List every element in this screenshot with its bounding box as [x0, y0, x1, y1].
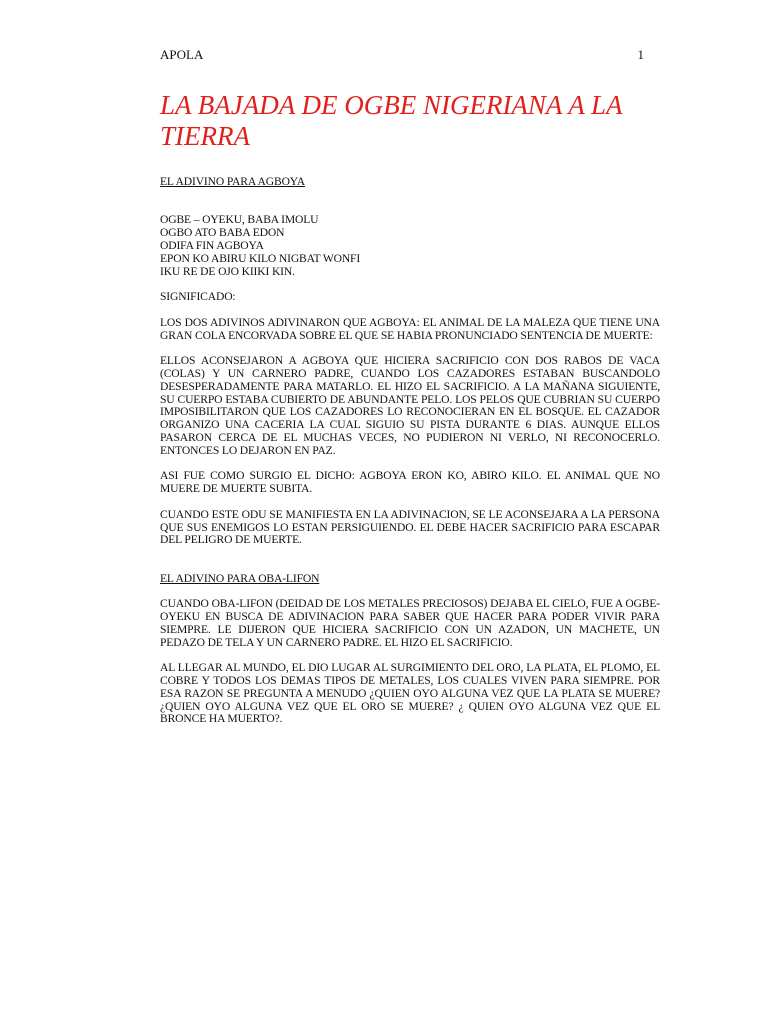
paragraph: AL LLEGAR AL MUNDO, EL DIO LUGAR AL SURGIMIENTO DEL ORO, LA PLATA, EL PLOMO, EL COBRE Y TODOS LOS DEMAS TIPOS DE METALES, LOS CUALES VIVEN PARA SIEMPRE. POR ESA RAZON SE PREGUNTA A MENUDO ¿QUIEN OYO ALGUNA VEZ QUE LA PLATA SE MUERE? ¿QUIEN OYO ALGUNA VEZ QUE EL ORO SE MUERE? ¿ QUIEN OYO ALGUNA VEZ QUE EL BRONCE HA MUERTO?. [160, 661, 660, 726]
paragraph: CUANDO ESTE ODU SE MANIFIESTA EN LA ADIVINACION, SE LE ACONSEJARA A LA PERSONA QUE SUS ENEMIGOS LO ESTAN PERSIGUIENDO. EL DEBE HACER SACRIFICIO PARA ESCAPAR DEL PELIGRO DE MUERTE. [160, 507, 660, 547]
significado-label: SIGNIFICADO: [160, 290, 236, 304]
page-number: 1 [637, 47, 644, 62]
verse-line: OGBO ATO BABA EDON [160, 226, 285, 240]
page-header [160, 47, 644, 63]
document-title: LA BAJADA DE OGBE NIGERIANA A LA TIERRA [160, 90, 622, 151]
paragraph: LOS DOS ADIVINOS ADIVINARON QUE AGBOYA: EL ANIMAL DE LA MALEZA QUE TIENE UNA GRAN COLA ENCORVADA SOBRE EL QUE SE HABIA PRONUNCIADO SENTENCIA DE MUERTE: [160, 315, 660, 342]
verse-line: EPON KO ABIRU KILO NIGBAT WONFI [160, 251, 361, 265]
paragraph: ASI FUE COMO SURGIO EL DICHO: AGBOYA ERON KO, ABIRO KILO. EL ANIMAL QUE NO MUERE DE MUERTE SUBITA. [160, 469, 660, 496]
paragraph: CUANDO OBA-LIFON (DEIDAD DE LOS METALES PRECIOSOS) DEJABA EL CIELO, FUE A OGBE-OYEKU EN BUSCA DE ADIVINACION PARA SABER QUE HACER PARA PODER VIVIR PARA SIEMPRE. LE DIJERON QUE HICIERA SACRIFICIO CON UN AZADON, UN MACHETE, UN PEDAZO DE TELA Y UN CARNERO PADRE. EL HIZO EL SACRIFICIO. [160, 597, 660, 649]
paragraph: ELLOS ACONSEJARON A AGBOYA QUE HICIERA SACRIFICIO CON DOS RABOS DE VACA (COLAS) Y UN CARNERO PADRE, CUANDO LOS CAZADORES ESTABAN BUSCANDOLO DESESPERADAMENTE PARA MATARLO. EL HIZO EL SACRIFICIO. A LA MAÑANA SIGUIENTE, SU CUERPO ESTABA CUBIERTO DE ABUNDANTE PELO. LOS PELOS QUE CUBRIAN SU CUERPO IMPOSIBILITARON QUE LOS CAZADORES LO RECONOCIERAN EN EL BOSQUE. EL CAZADOR ORGANIZO UNA CACERIA LA CUAL SIGUIO SU PISTA DURANTE 6 DIAS. AUNQUE ELLOS PASARON CERCA DE EL MUCHAS VECES, NO PUDIERON NI VERLO, NI RECONOCERLO. ENTONCES LO DEJARON EN PAZ. [160, 354, 660, 457]
document-body [160, 176, 660, 726]
verse-line: OGBE – OYEKU, BABA IMOLU [160, 213, 319, 227]
verse-line: ODIFA FIN AGBOYA [160, 238, 264, 252]
verse-block [160, 214, 660, 278]
section-heading-agboya: EL ADIVINO PARA AGBOYA [160, 175, 305, 188]
verse-line: IKU RE DE OJO KIIKI KIN. [160, 264, 295, 278]
section-heading-oba-lifon: EL ADIVINO PARA OBA-LIFON [160, 571, 320, 585]
header-label: APOLA [160, 47, 204, 62]
